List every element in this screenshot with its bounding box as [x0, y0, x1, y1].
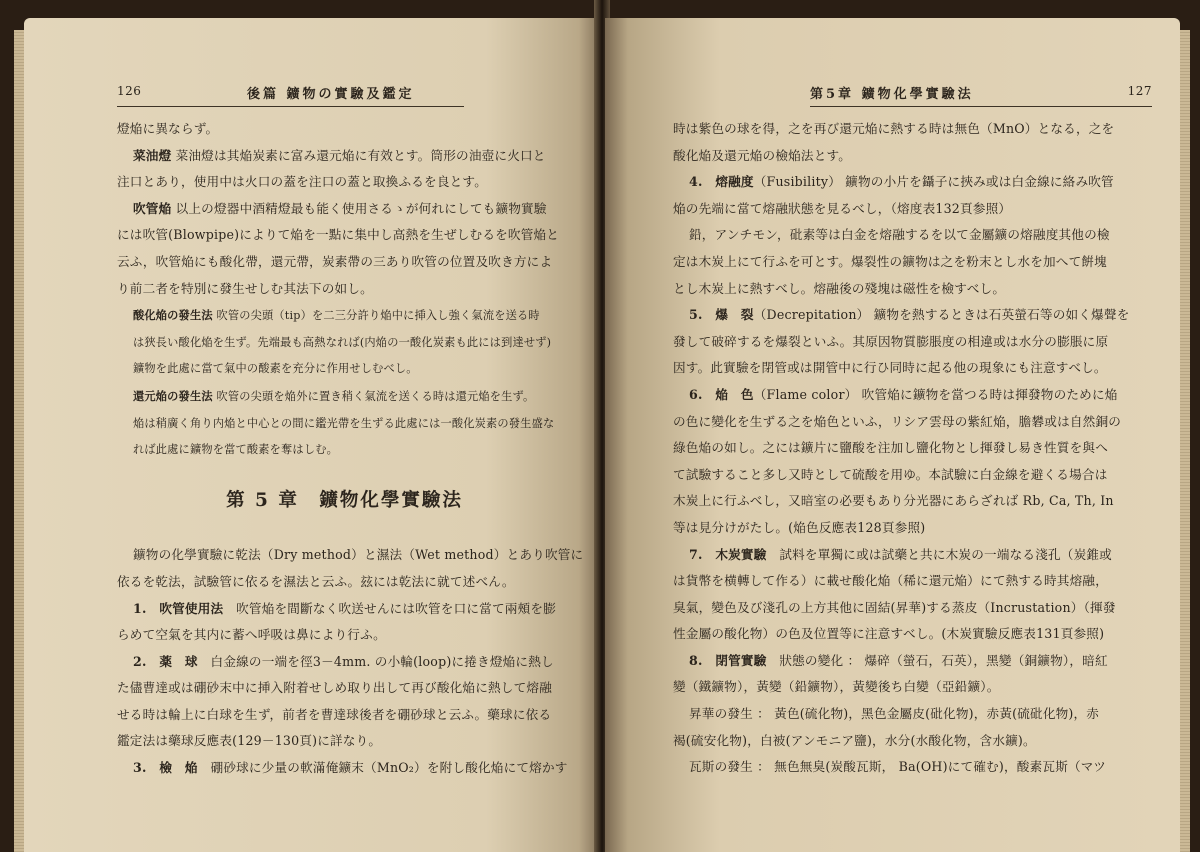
right-text-block — [673, 116, 1148, 781]
line-text: 硼砂球に少量の軟滿俺鑛末（MnO₂）を附し酸化焔にて熔かす — [197, 760, 568, 776]
line-text: 以上の燈器中酒精燈最も能く使用さるゝが何れにしても鑛物實驗 — [171, 200, 547, 216]
left-page-body — [117, 116, 584, 782]
text-line — [673, 488, 1148, 515]
line-text: 褐(硫安化物)，白被(アンモニア鹽)，水分(水酸化物，含水鑛)。 — [673, 732, 1036, 748]
running-title: 第5章 鑛物化學實驗法 — [810, 87, 974, 102]
left-text-block — [117, 116, 572, 464]
text-line — [673, 116, 1148, 143]
section-lead: 4. 熔融度 — [689, 174, 754, 190]
text-line — [117, 302, 572, 330]
text-line — [117, 437, 572, 464]
text-line — [673, 329, 1148, 356]
text-line — [117, 169, 572, 196]
text-line — [117, 383, 572, 411]
line-text: 鑑定法は藥球反應表(129－130頁)に詳なり。 — [117, 733, 382, 749]
line-text: とし木炭上に熱すべし。熔融後の殘塊は磁性を檢すべし。 — [673, 280, 1006, 296]
line-text: 鑛物を此處に當て氣中の酸素を充分に作用せしむべし。 — [133, 362, 418, 376]
text-line — [673, 169, 1148, 196]
line-text: （Flame color） 吹管焔に鑛物を當つる時は揮發物のために焔 — [753, 386, 1118, 402]
text-line — [117, 596, 572, 623]
line-text: せる時は輪上に白球を生ず，前者を曹達球後者を硼砂球と云ふ。藥球に依る — [117, 706, 552, 722]
text-line — [117, 702, 572, 729]
line-text: 注口とあり，使用中は火口の蓋を注口の蓋と取換ふるを良とす。 — [117, 174, 488, 190]
line-text: 時は紫色の球を得，之を再び還元焔に熱する時は無色（MnO）となる，之を — [673, 121, 1115, 136]
text-line — [673, 249, 1148, 276]
text-line — [673, 542, 1148, 569]
line-text: 木炭上に行ふべし，又暗室の必要もあり分光器にあらざれば Rb, Ca, Th, In — [673, 493, 1114, 509]
text-line — [673, 595, 1148, 622]
text-line — [117, 116, 572, 143]
text-line — [673, 728, 1148, 755]
line-text: 吹管の尖頭（tip）を二三分許り焔中に挿入し強く氣流を送る時 — [212, 309, 540, 323]
section-lead: 酸化焔の發生法 — [133, 308, 213, 323]
text-line — [117, 622, 572, 649]
line-text: には吹管(Blowpipe)によりて焔を一點に集中し高熱を生ぜしむるを吹管焔と — [117, 227, 560, 243]
line-text: 綠色焔の如し。之には鑛片に鹽酸を注加し鹽化物とし揮發し易き性質を與へ — [673, 440, 1108, 456]
line-text: れば此處に鑛物を當て酸素を奪はしむ。 — [133, 443, 338, 457]
text-line — [673, 196, 1148, 223]
section-lead: 3. 檢 焔 — [133, 760, 198, 776]
text-line — [673, 355, 1148, 382]
line-text: り前二者を特別に發生せしむ其法下の如し。 — [117, 280, 373, 296]
line-text: 菜油燈は其焔炭素に富み還元焔に有效とす。筒形の油壺に火口と — [171, 147, 546, 163]
text-line — [117, 356, 572, 383]
right-page-body — [673, 116, 1148, 781]
text-line — [673, 621, 1148, 648]
section-lead: 6. 焔 色 — [689, 386, 754, 402]
line-text: 吹管焔を間斷なく吹送せんには吹管を口に當て兩頰を膨 — [223, 600, 556, 616]
left-running-header — [117, 80, 464, 107]
line-text: 鑛物の化學實驗に乾法（Dry method）と濕法（Wet method）とあり吹管に — [133, 547, 584, 563]
line-text: 變（鐵鑛物），黃變（鉛鑛物），黃變後ち白變（亞鉛鑛）。 — [673, 679, 1000, 695]
text-line — [117, 143, 572, 170]
section-lead: 吹管焔 — [133, 200, 172, 216]
text-line — [117, 542, 584, 569]
line-text: 酸化焔及還元焔の檢焔法とす。 — [673, 147, 852, 163]
text-line — [673, 222, 1148, 249]
text-line — [117, 196, 572, 223]
text-line — [673, 674, 1148, 701]
text-line — [117, 276, 572, 303]
text-line — [117, 649, 572, 676]
left-page — [24, 18, 602, 852]
page-number: 127 — [1127, 84, 1152, 98]
text-line — [673, 435, 1148, 462]
line-text: 燈焔に異ならず。 — [117, 121, 219, 136]
line-text: 等は見分けがたし。(焔色反應表128頁参照) — [673, 519, 926, 535]
left-page-edges — [14, 30, 24, 852]
line-text: 試料を單獨に或は試藥と共に木炭の一端なる淺孔（炭錐或 — [766, 546, 1112, 562]
section-lead: 8. 閉管實驗 — [689, 652, 767, 668]
line-text: 吹管の尖頭を焔外に置き稍く氣流を送くる時は還元焔を生ず。 — [212, 389, 535, 403]
line-text: 依るを乾法，試驗管に依るを濕法と云ふ。玆には乾法に就て述べん。 — [117, 573, 515, 589]
line-text: 云ふ，吹管焔にも酸化帶，還元帶，炭素帶の三あり吹管の位置及吹き方によ — [117, 253, 553, 269]
section-lead: 7. 木炭實驗 — [689, 546, 767, 562]
page-number: 126 — [117, 84, 142, 98]
line-text: 性金屬の酸化物）の色及位置等に注意すべし。(木炭實驗反應表131頁参照) — [673, 626, 1105, 642]
line-text: は狹長い酸化焔を生ず。先端最も高熱なれば(内焔の一酸化炭素も此には到達せず) — [133, 335, 552, 349]
line-text: 發して破碎するを爆裂といふ。其原因物質膨脹度の相違或は水分の膨脹に原 — [673, 333, 1109, 349]
line-text: は貨幣を横轉して作る）に載せ酸化焔（稀に還元焔）にて熱する時其熔融， — [673, 573, 1108, 589]
text-line — [117, 411, 572, 438]
text-line — [117, 675, 572, 702]
text-line — [673, 276, 1148, 303]
line-text: て試驗すること多し又時として硫酸を用ゆ。本試驗に白金線を避くる場合は — [673, 466, 1108, 482]
line-text: 瓦斯の發生 ： 無色無臭(炭酸瓦斯， Ba(OH)にて確む)，酸素瓦斯（マツ — [689, 759, 1106, 775]
text-line — [673, 409, 1148, 436]
line-text: 因す。此實驗を閉管或は開管中に行ひ同時に起る他の現象にも注意すべし。 — [673, 360, 1107, 376]
text-line — [117, 569, 572, 596]
chapter-heading: 第 5 章 鑛物化學實驗法 — [226, 489, 463, 511]
text-line — [673, 515, 1148, 542]
text-line — [117, 249, 572, 276]
text-line — [117, 222, 572, 249]
text-line — [673, 648, 1148, 675]
section-lead: 菜油燈 — [133, 147, 172, 163]
text-line — [673, 382, 1148, 409]
line-text: らめて空氣を其内に蓄へ呼吸は鼻により行ふ。 — [117, 627, 386, 643]
line-text: 焔の先端に當て熔融狀態を見るべし，（熔度表132頁参照） — [673, 200, 1012, 216]
line-text: の色に變化を生ずる之を焔色といふ，リシア雲母の紫紅焔，膽礬或は自然銅の — [673, 413, 1122, 429]
line-text: 焔は稍廣く角り内焔と中心との間に鑑光帶を生ずる此處には一酸化炭素の發生盛な — [133, 416, 555, 430]
line-text: 狀態の變化 ： 爆碎（螢石，石英），黑變（銅鑛物），暗紅 — [766, 652, 1108, 668]
text-line — [673, 143, 1148, 170]
line-text: 臭氣，變色及び淺孔の上方其他に固結(昇華)する蒸皮（Incrustation）（揮發 — [673, 599, 1116, 615]
text-line — [673, 568, 1148, 595]
running-title: 後篇 鑛物の實驗及鑑定 — [247, 87, 415, 102]
right-page-edges — [1180, 30, 1190, 852]
line-text: 昇華の發生 ： 黃色(硫化物)，黑色金屬皮(砒化物)，赤黃(硫砒化物)，赤 — [689, 706, 1100, 722]
text-line — [673, 754, 1148, 781]
section-lead: 還元焔の發生法 — [133, 388, 213, 403]
text-line — [117, 330, 572, 357]
text-line — [673, 302, 1148, 329]
text-line — [117, 755, 572, 782]
text-line — [673, 701, 1148, 728]
line-text: た儘曹達或は硼砂末中に挿入附着せしめ取り出して再び酸化焔に熱して熔融 — [117, 680, 552, 696]
line-text: （Fusibility） 鑛物の小片を鑷子に挾み或は白金線に絡み吹管 — [753, 174, 1114, 190]
left-text-block-after-heading — [117, 542, 584, 781]
right-page — [605, 18, 1180, 852]
section-lead: 5. 爆 裂 — [689, 307, 754, 323]
section-lead: 1. 吹管使用法 — [133, 600, 224, 616]
line-text: （Decrepitation） 鑛物を熱するときは石英螢石等の如く爆聲を — [753, 307, 1130, 323]
section-lead: 2. 薬 球 — [133, 653, 198, 669]
line-text: 定は木炭上にて行ふを可とす。爆裂性の鑛物は之を粉末とし水を加へて餠塊 — [673, 253, 1107, 269]
line-text: 鉛，アンチモン，砒素等は白金を熔融するを以て金屬鑛の熔融度其他の檢 — [689, 227, 1110, 243]
text-line — [117, 728, 572, 755]
text-line — [673, 462, 1148, 489]
right-running-header — [810, 80, 1152, 107]
line-text: 白金線の一端を徑3－4mm. の小輪(loop)に捲き燈焔に熱し — [197, 653, 554, 669]
